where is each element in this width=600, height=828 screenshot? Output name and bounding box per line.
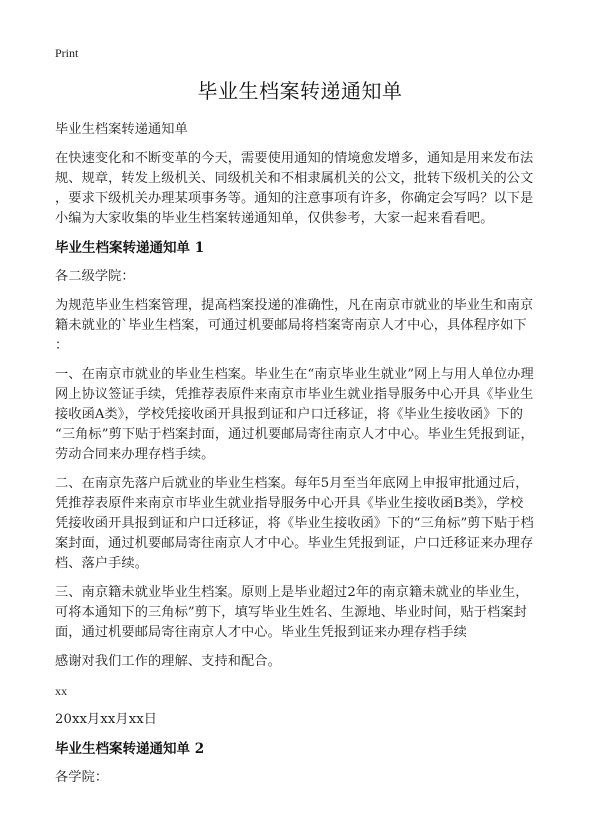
para1-line: 为规范毕业生档案管理，提高档案投递的准确性，凡在南京市就业的毕业生和南京 [55, 298, 534, 313]
section1-heading: 毕业生档案转递通知单 1 [55, 240, 205, 256]
intro-paragraph [55, 149, 555, 229]
print-label[interactable]: Print [55, 46, 79, 60]
para1-line: 籍未就业的`毕业生档案，可通过机要邮局将档案寄南京人才中心，具体程序如下 [55, 318, 527, 333]
section1-item2 [55, 474, 555, 574]
section2-salutation: 各学院： [55, 770, 109, 785]
intro-line: 在快速变化和不断变革的今天，需要使用通知的情境愈发增多，通知是用来发布法 [55, 151, 534, 166]
intro-line: 规、规章，转发上级机关、同级机关和不相隶属机关的公文，批转下级机关的公文 [55, 171, 534, 186]
item1-line: “三角标”剪下贴于档案封面，通过机要邮局寄往南京人才中心。毕业生凭报到证， [55, 427, 534, 442]
item3-line: 面，通过机要邮局寄往南京人才中心。毕业生凭报到证来办理存档手续 [55, 625, 467, 640]
para1-line: ： [55, 338, 69, 353]
item1-line: 一、在南京市就业的毕业生档案。毕业生在“南京毕业生就业”网上与用人单位办理 [55, 367, 534, 382]
item3-line: 三、南京籍未就业毕业生档案。原则上是毕业超过2年的南京籍未就业的毕业生， [55, 585, 529, 600]
item2-line: 档、落户手续。 [55, 556, 149, 571]
item1-line: 接收函A类》，学校凭接收函开具报到证和户口迁移证，将《毕业生接收函》下的 [55, 407, 524, 422]
section1-salutation: 各二级学院： [55, 269, 135, 284]
item2-line: 案封面，通过机要邮局寄往南京人才中心。毕业生凭报到证，户口迁移证来办理存 [55, 536, 534, 551]
thanks-line: 感谢对我们工作的理解、支持和配合。 [55, 654, 281, 669]
document-subtitle: 毕业生档案转递通知单 [55, 122, 188, 137]
section1-item1 [55, 365, 555, 465]
section1-paragraph1 [55, 296, 555, 356]
item2-line: 二、在南京先落户后就业的毕业生档案。每年5月至当年底网上申报审批通过后， [55, 476, 529, 491]
section2-heading: 毕业生档案转递通知单 2 [55, 741, 205, 757]
intro-line: 小编为大家收集的毕业生档案转递通知单，仅供参考，大家一起来看看吧。 [55, 211, 494, 226]
item2-line: 凭推荐表原件来南京市毕业生就业指导服务中心开具《毕业生接收函B类》，学校 [55, 496, 524, 511]
item1-line: 劳动合同来办理存档手续。 [55, 447, 215, 462]
item1-line: 网上协议签证手续，凭推荐表原件来南京市毕业生就业指导服务中心开具《毕业生 [55, 387, 534, 402]
date-line: 20xx月xx月xx日 [55, 712, 158, 727]
item3-line: 可将本通知下的三角标”剪下，填写毕业生姓名、生源地、毕业时间，贴于档案封 [55, 605, 527, 620]
item2-line: 凭接收函开具报到证和户口迁移证，将《毕业生接收函》下的“三角标”剪下贴于档 [55, 516, 534, 531]
document-body [55, 120, 555, 788]
signature: xx [55, 684, 68, 698]
page-title: 毕业生档案转递通知单 [197, 79, 403, 103]
section1-item3 [55, 583, 555, 643]
intro-line: ，要求下级机关办理某项事务等。通知的注意事项有许多，你确定会写吗？以下是 [55, 191, 534, 206]
